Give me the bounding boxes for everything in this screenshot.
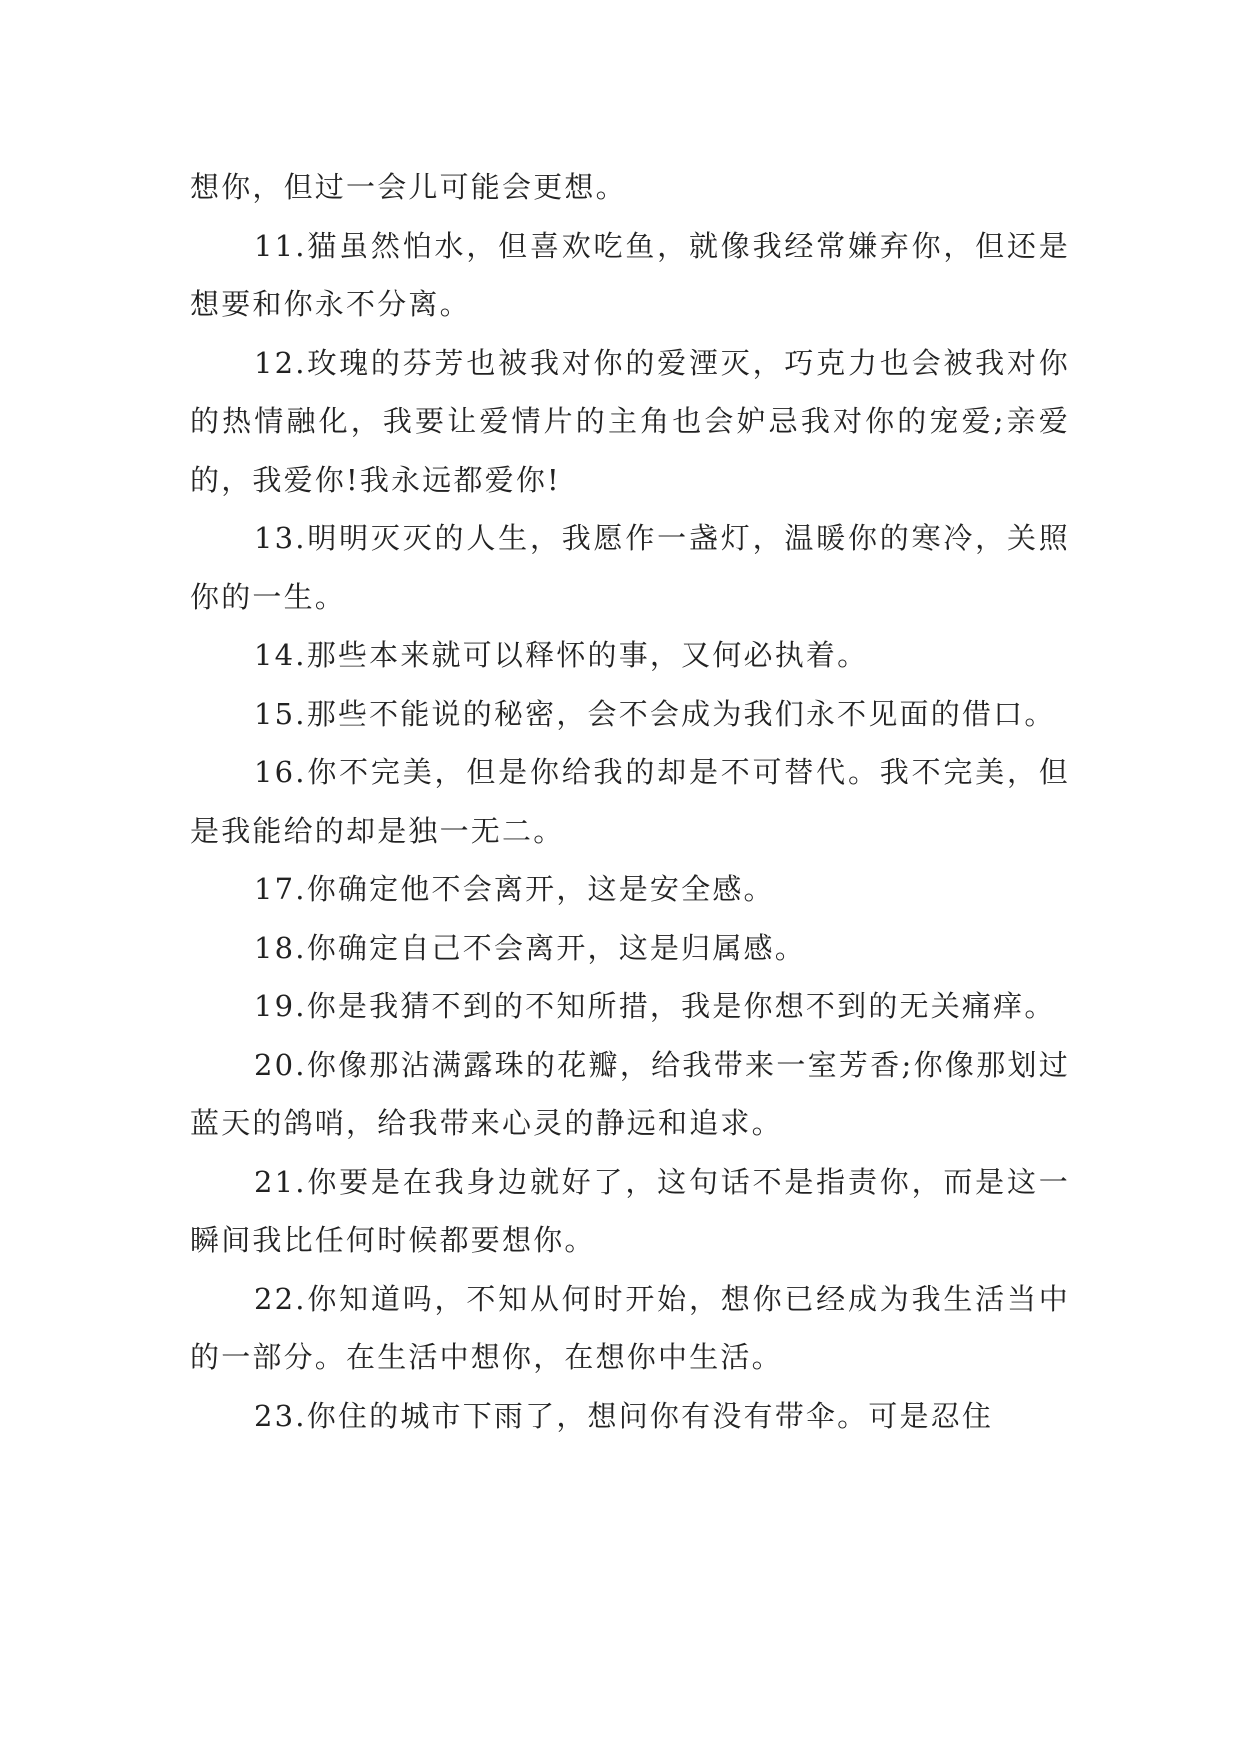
paragraph-19: 19.你是我猜不到的不知所措，我是你想不到的无关痛痒。 [254, 989, 1056, 1023]
paragraph-14: 14.那些本来就可以释怀的事，又何必执着。 [254, 638, 869, 672]
paragraph-21: 21.你要是在我身边就好了，这句话不是指责你，而是这一瞬间我比任何时候都要想你。 [190, 1164, 1070, 1257]
paragraph-12: 12.玫瑰的芬芳也被我对你的爱湮灭，巧克力也会被我对你的热情融化，我要让爱情片的主角也会妒忌我对你的宠爱;亲爱的，我爱你!我永远都爱你! [190, 345, 1070, 497]
paragraph-11: 11.猫虽然怕水，但喜欢吃鱼，就像我经常嫌弃你，但还是想要和你永不分离。 [190, 228, 1070, 321]
paragraph-15: 15.那些不能说的秘密，会不会成为我们永不见面的借口。 [254, 696, 1056, 731]
paragraph-23: 23.你住的城市下雨了，想问你有没有带伞。可是忍住 [254, 1398, 994, 1433]
paragraph-17: 17.你确定他不会离开，这是安全感。 [254, 872, 775, 906]
paragraph-22: 22.你知道吗，不知从何时开始，想你已经成为我生活当中的一部分。在生活中想你，在想你中生活。 [190, 1281, 1070, 1374]
paragraph-18: 18.你确定自己不会离开，这是归属感。 [254, 930, 806, 965]
paragraph-20: 20.你像那沾满露珠的花瓣，给我带来一室芳香;你像那划过蓝天的鸽哨，给我带来心灵的静远和追求。 [190, 1047, 1070, 1140]
document-body [190, 158, 1070, 1445]
paragraph-13: 13.明明灭灭的人生，我愿作一盏灯，温暖你的寒冷，关照你的一生。 [190, 521, 1070, 614]
paragraph-16: 16.你不完美，但是你给我的却是不可替代。我不完美，但是我能给的却是独一无二。 [190, 755, 1070, 848]
paragraph-continuation: 想你，但过一会儿可能会更想。 [190, 170, 627, 204]
